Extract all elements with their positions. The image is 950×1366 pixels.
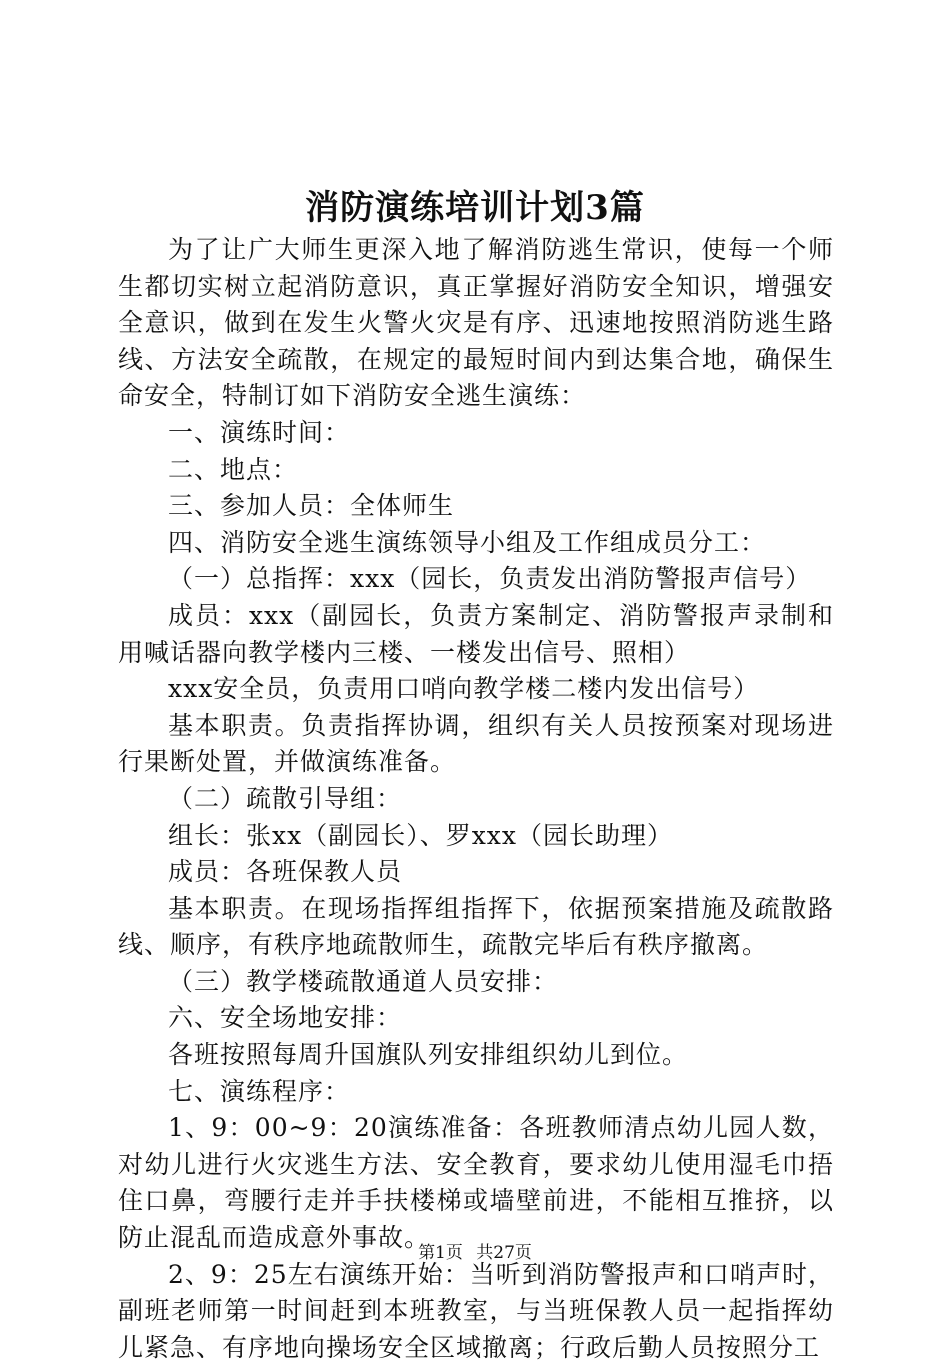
paragraph: 二、地点： <box>168 454 299 484</box>
paragraph: （三）教学楼疏散通道人员安排： <box>168 966 559 996</box>
paragraph: 一、演练时间： <box>168 417 351 447</box>
paragraph: 2、9：25左右演练开始：当听到消防警报声和口哨声时，副班老师第一时间赶到本班教室，与当班保教人员一起指挥幼儿紧急、有序地向操场安全区域撤离；行政后勤人员按照分工 <box>118 1259 834 1362</box>
paragraph: 各班按照每周升国旗队列安排组织幼儿到位。 <box>168 1040 689 1070</box>
paragraph: （二）疏散引导组： <box>168 783 403 813</box>
page-number: 第1页 <box>418 1243 463 1263</box>
paragraph: （一）总指挥：xxx（园长，负责发出消防警报声信号） <box>168 564 812 594</box>
paragraph: 三、参加人员：全体师生 <box>168 491 455 521</box>
page-footer <box>0 1241 950 1265</box>
document-body <box>118 232 834 1366</box>
paragraph: 四、消防安全逃生演练领导小组及工作组成员分工： <box>168 527 767 557</box>
document-title: 消防演练培训计划3篇 <box>305 188 645 228</box>
paragraph: 基本职责。负责指挥协调，组织有关人员按预案对现场进行果断处置，并做演练准备。 <box>118 710 834 777</box>
paragraph: 七、演练程序： <box>168 1076 351 1106</box>
paragraph: 组长：张xx（副园长）、罗xxx（园长助理） <box>168 820 673 850</box>
paragraph: 基本职责。在现场指挥组指挥下，依据预案措施及疏散路线、顺序，有秩序地疏散师生，疏散完毕后有秩序撤离。 <box>118 893 834 960</box>
paragraph: xxx安全员，负责用口哨向教学楼二楼内发出信号） <box>168 674 760 704</box>
paragraph: 为了让广大师生更深入地了解消防逃生常识，使每一个师生都切实树立起消防意识，真正掌握好消防安全知识，增强安全意识，做到在发生火警火灾是有序、迅速地按照消防逃生路线、方法安全疏散，在规定的最短时间内到达集合地，确保生命安全，特制订如下消防安全逃生演练： <box>118 235 834 411</box>
paragraph: 1、9：00~9：20演练准备：各班教师清点幼儿园人数，对幼儿进行火灾逃生方法、安全教育，要求幼儿使用湿毛巾捂住口鼻，弯腰行走并手扶楼梯或墙壁前进，不能相互推挤，以防止混乱而造成意外事故。 <box>118 1113 834 1253</box>
paragraph: 成员：各班保教人员 <box>168 857 403 887</box>
paragraph: 成员：xxx（副园长，负责方案制定、消防警报声录制和用喊话器向教学楼内三楼、一楼发出信号、照相） <box>118 600 834 667</box>
page-total: 共27页 <box>476 1243 532 1263</box>
paragraph: 六、安全场地安排： <box>168 1003 403 1033</box>
